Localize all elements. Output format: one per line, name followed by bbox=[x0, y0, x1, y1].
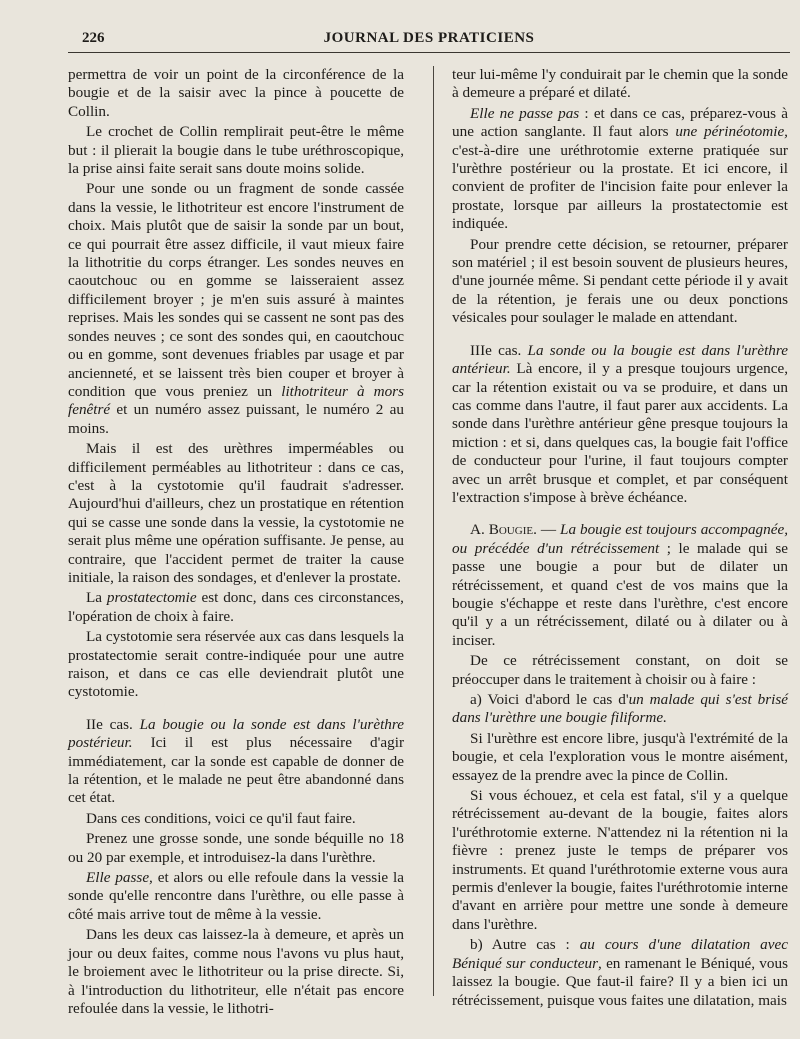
case-heading: La sonde ou la bougie est dans l'urèthre antérieur. bbox=[452, 341, 788, 378]
paragraph: Dans les deux cas laissez-la à demeure, et après un jour ou deux faites, comme nous l'avons vu plus haut, le broiement avec le lithotriteur ou la prise directe. Si, à l'introduction du lithotriteur, elle n'était pas encore refoulée dans la vessie, le lithotri- bbox=[68, 926, 404, 1017]
paragraph: De ce rétrécissement constant, on doit se préoccuper dans le traitement à choisir ou à faire : bbox=[452, 652, 788, 688]
paragraph: Si vous échouez, et cela est fatal, s'il y a quelque rétrécissement au-devant de la bougie, faites alors l'uréthrotomie externe. N'attendez ni la rétention ni la fièvre : prenez juste le temps de préparer vos instruments. Et quand l'uréthrotomie externe vous aura permis d'enlever la bougie, faites l'uréthrotomie interne d'avant en arrière pour mettre une sonde à demeure dans l'urèthre. bbox=[452, 787, 788, 933]
paragraph: Dans ces conditions, voici ce qu'il faut faire. bbox=[86, 809, 356, 827]
page-number: 226 bbox=[82, 30, 105, 46]
page-header bbox=[68, 26, 790, 53]
paragraph: Elle ne passe pas : et dans ce cas, préparez-vous à une action sanglante. Il faut alors une périnéotomie, c'est-à-dire une uréthrotomie externe pratiquée sur l'urèthre postérieur ou la prostate. Et ici encore, il convient de profiter de l'incision faite pour enlever la prostate, lorsque par ailleurs la prostatectomie est indiquée. bbox=[452, 104, 788, 233]
section-case-3: IIIe cas. La sonde ou la bougie est dans l'urèthre antérieur. Là encore, il y a presque toujours urgence, car la rétention existait ou va se produire, et dans un cas comme dans l'autre, il faut parer aux accidents. La sonde dans l'urèthre antérieur gêne presque toujours la miction : et si, dans quelques cas, la bougie fait l'office de conducteur pour l'urine, il faut toujours compter avec un arrêt brusque et complet, et par conséquent l'extraction s'impose à brève échéance. bbox=[452, 341, 788, 506]
journal-title: JOURNAL DES PRATICIENS bbox=[323, 30, 535, 46]
case-heading: La bougie ou la sonde est dans l'urèthre postérieur. bbox=[68, 715, 404, 752]
left-column bbox=[68, 66, 404, 1020]
paragraph: Pour une sonde ou un fragment de sonde cassée dans la vessie, le lithotriteur est encore l'instrument de choix. Mais plutôt que de saisir la sonde par un bout, ce qui pourrait être assez difficile, il vaut mieux faire la lithotritie du corps étranger. Les sondes neuves en caoutchouc ou en gomme se laisseraient assez difficilement broyer ; je m'en suis assuré à maintes reprises. Mais les sondes qui se cassent ne sont pas des sondes neuves ; ce sont des sondes qui, en caoutchouc ou en gomme, sont devenues friables par usage et par ancienneté, et se laissent très bien couper et broyer à condition que vous preniez un lithotriteur à mors fenêtré et un numéro assez puissant, le numéro 2 au moins. bbox=[68, 180, 404, 437]
paragraph: permettra de voir un point de la circonférence de la bougie et de la saisir avec la pince à poucette de Collin. bbox=[68, 66, 404, 120]
italic-term: lithotriteur à mors fenêtré bbox=[68, 382, 404, 419]
right-column bbox=[452, 66, 788, 1012]
paragraph: Mais il est des urèthres imperméables ou difficilement perméables au lithotriteur : dans ce cas, c'est à la cystotomie qu'il faudrait s'adresser. Aujourd'hui d'ailleurs, chez un prostatique en rétention qui se casse une sonde dans la vessie, la cystotomie ne serait plus même une opération suffisante. Je pense, au contraire, que l'accident permet de traiter la cause initiale, la raison des sondages, et d'enlever la prostate. bbox=[68, 440, 404, 586]
paragraph: Pour prendre cette décision, se retourner, préparer son matériel ; il est besoin souvent de plusieurs heures, d'une journée même. Si pendant cette période il y avait de la rétention, je ferais une ou deux ponctions vésicales pour soulager le malade en attendant. bbox=[452, 235, 788, 327]
paragraph: Si l'urèthre est encore libre, jusqu'à l'extrémité de la bougie, et cela l'exploration vous le montre aisément, essayez de la prendre avec la pince de Collin. bbox=[452, 729, 788, 784]
section-case-2: IIe cas. La bougie ou la sonde est dans l'urèthre postérieur. Ici il est plus nécessaire d'agir immédiatement, car la sonde est capable de donner de la rétention, et le malade ne peut être abandonné dans cet état. bbox=[68, 715, 404, 807]
paragraph: La prostatectomie est donc, dans ces circonstances, l'opération de choix à faire. bbox=[68, 589, 404, 625]
paragraph: Prenez une grosse sonde, une sonde béquille no 18 ou 20 par exemple, et introduisez-la dans l'urèthre. bbox=[68, 830, 404, 866]
paragraph: teur lui-même l'y conduirait par le chemin que la sonde à demeure a préparé et dilaté. bbox=[452, 66, 788, 102]
paragraph: Le crochet de Collin remplirait peut-être le même but : il plierait la bougie dans le tube uréthroscopique, la prise ainsi faite serait sans doute moins solide. bbox=[68, 123, 404, 178]
paragraph: Elle passe, et alors ou elle refoule dans la vessie la sonde qu'elle rencontre dans l'urèthre, ou elle passe à côté mais arrive tout de même à la vessie. bbox=[68, 869, 404, 923]
column-divider bbox=[433, 66, 434, 996]
paragraph: La cystotomie sera réservée aux cas dans lesquels la prostatectomie serait contre-indiquée pour une autre raison, et dans ce cas elle deviendrait plutôt une cystotomie. bbox=[68, 628, 404, 701]
paragraph: a) Voici d'abord le cas d'un malade qui s'est brisé dans l'urèthre une bougie filiforme. bbox=[452, 691, 788, 727]
italic-term: prostatectomie bbox=[106, 589, 197, 607]
paragraph: b) Autre cas : au cours d'une dilatation avec Béniqué sur conducteur, en ramenant le Béniqué, vous laissez la bougie. Que faut-il faire? Il y a bien ici un rétrécissement, puisque vous faites une dilatation, mais bbox=[452, 936, 788, 1009]
subsection-bougie: A. Bougie. — La bougie est toujours accompagnée, ou précédée d'un rétrécissement ; le malade qui se passe une bougie a pour but de dilater un rétrécissement, et quand c'est de vos mains que la bougie s'échappe et reste dans l'urèthre, c'est encore qu'il y a un rétrécissement, dilaté ou à dilater ou à inciser. bbox=[452, 521, 789, 649]
